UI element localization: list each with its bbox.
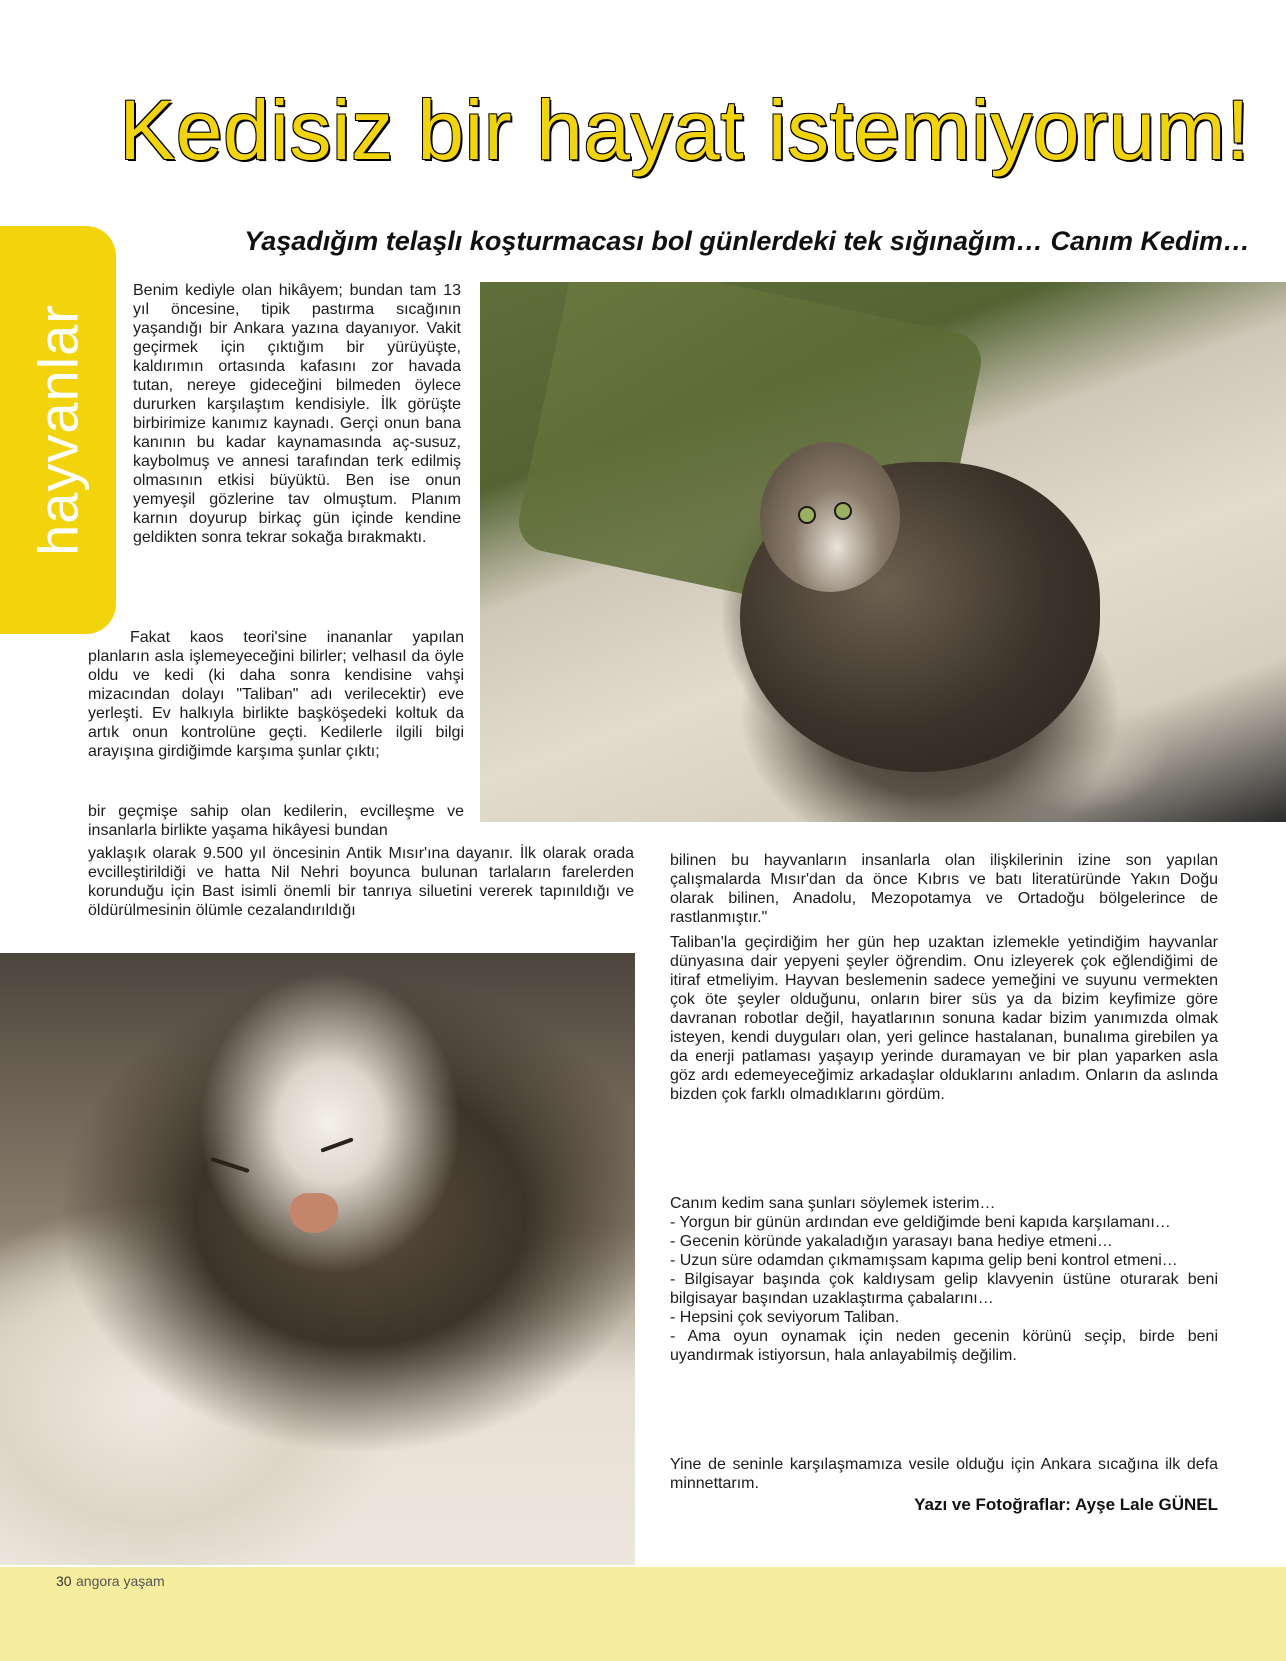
cat-nose xyxy=(290,1193,338,1233)
subtitle: Yaşadığım telaşlı koşturmacası bol günlerdeki tek sığınağım… Canım Kedim… xyxy=(244,226,1250,256)
article-paragraph-7: Canım kedim sana şunları söylemek isterim… - Yorgun bir günün ardından eve geldiğimde beni kapıda karşılamanı… - Gecenin köründe yakaladığın yarasayı bana hediye etmeni… - Uzun süre odamdan çıkmamışsam kapıma gelip beni kontrol etmeni… - Bilgisayar başında çok kaldıysam gelip klavyenin üstüne oturarak beni bilgisayar başından uzaklaştırma çabalarını… - Hepsini çok seviyorum Taliban. - Ama oyun oynamak için neden gecenin körünü seçip, birde beni uyandırmak istiyorsun, hala anlayabilmiş değilim. xyxy=(670,1195,1218,1364)
cat-closed-eye-right xyxy=(320,1137,353,1152)
article-paragraph-4: yaklaşık olarak 9.500 yıl öncesinin Antik Mısır'ına dayanır. İlk olarak orada evcilleştirildiği ve hatta Nil Nehri boyunca bulunan tarlaların farelerden korunduğu için Bast isimli önemli bir tanrıya siluetini vererek tapınıldığı ve öldürülmesinin ölümle cezalandırıldığı xyxy=(88,845,634,919)
footer-band xyxy=(0,1567,1286,1661)
sleeping-cat-photo xyxy=(0,953,635,1565)
author-credit: Yazı ve Fotoğraflar: Ayşe Lale GÜNEL xyxy=(914,1495,1218,1514)
cat-face xyxy=(760,442,900,592)
article-paragraph-2: Fakat kaos teori'sine inananlar yapılan planların asla işlemeyeceğini bilirler; velhasıl da öyle oldu ve kedi (ki daha sonra kendisine vahşi mizacından dolayı "Taliban" adı verilecektir) eve yerleşti. Ev halkıyla birlikte başköşedeki koltuk da artık onun kontrolüne geçti. Kedilerle ilgili bilgi arayışına girdiğimde karşıma şunlar çıktı; xyxy=(88,629,464,760)
article-paragraph-8: Yine de seninle karşılaşmamıza vesile olduğu için Ankara sıcağına ilk defa minnettarım. xyxy=(670,1456,1218,1492)
cat-eye-left xyxy=(798,506,816,524)
article-paragraph-1: Benim kediyle olan hikâyem; bundan tam 13 yıl öncesine, tipik pastırma sıcağının yaşandığı bir Ankara yazına dayanıyor. Vakit geçirmek için çıktığım bir yürüyüşte, kaldırımın ortasında kafasını zor havada tutan, nereye gideceğini bilmeden öylece dururken karşılaştım kendisiyle. İlk görüşte birbirimize kanımız kaynadı. Gerçi onun bana kanının bu kadar kaynamasında aç-susuz, kaybolmuş ve annesi tarafından terk edilmiş olmasının etkisi büyüktü. Ben ise onun yemyeşil gözlerine tav olmuştum. Planım karnın doyurup birkaç gün içinde kendine geldikten sonra tekrar sokağa bırakmaktı. xyxy=(133,282,461,546)
cat-eye-right xyxy=(834,502,852,520)
section-tab-label: hayvanlar xyxy=(26,304,90,556)
article-paragraph-3: bir geçmişe sahip olan kedilerin, evcilleşme ve insanlarla birlikte yaşama hikâyesi bundan xyxy=(88,803,464,839)
page-number: 30 xyxy=(56,1573,72,1589)
magazine-name: angora yaşam xyxy=(76,1573,165,1589)
section-tab xyxy=(0,226,116,634)
article-paragraph-6: Taliban'la geçirdiğim her gün hep uzaktan izlemekle yetindiğim hayvanlar dünyasına dair yepyeni şeyler öğrendim. Onu izleyerek çok eğlendiğimi de itiraf etmeliyim. Hayvan beslemenin sadece yemeğini ve suyunu vermekten çok öte şeyler olduğunu, onların birer süs ya da bizim keyfimize göre davranan robotlar değil, hayatlarının sonuna kadar bizim yanımızda olmak isteyen, kendi duyguları olan, yeri gelince hastalanan, bunalıma girebilen ya da enerji patlaması yaşayıp yerinde duramayan ve bir plan yaparken asla göz ardı edemeyeceğimiz arkadaşlar olduklarını anladım. Onların da aslında bizden çok farklı olmadıklarını gördüm. xyxy=(670,934,1218,1103)
cat-on-couch-photo xyxy=(480,282,1286,822)
cat-closed-eye-left xyxy=(210,1157,249,1173)
page-title: Kedisiz bir hayat istemiyorum! xyxy=(119,83,1250,177)
article-paragraph-5: bilinen bu hayvanların insanlarla olan ilişkilerinin izine son yapılan çalışmalarda Mısır'dan da önce Kıbrıs ve batı literatüründe Yakın Doğu olarak bilinen, Anadolu, Mezopotamya ve Ortadoğu bölgelerince de rastlanmıştır." xyxy=(670,852,1218,926)
